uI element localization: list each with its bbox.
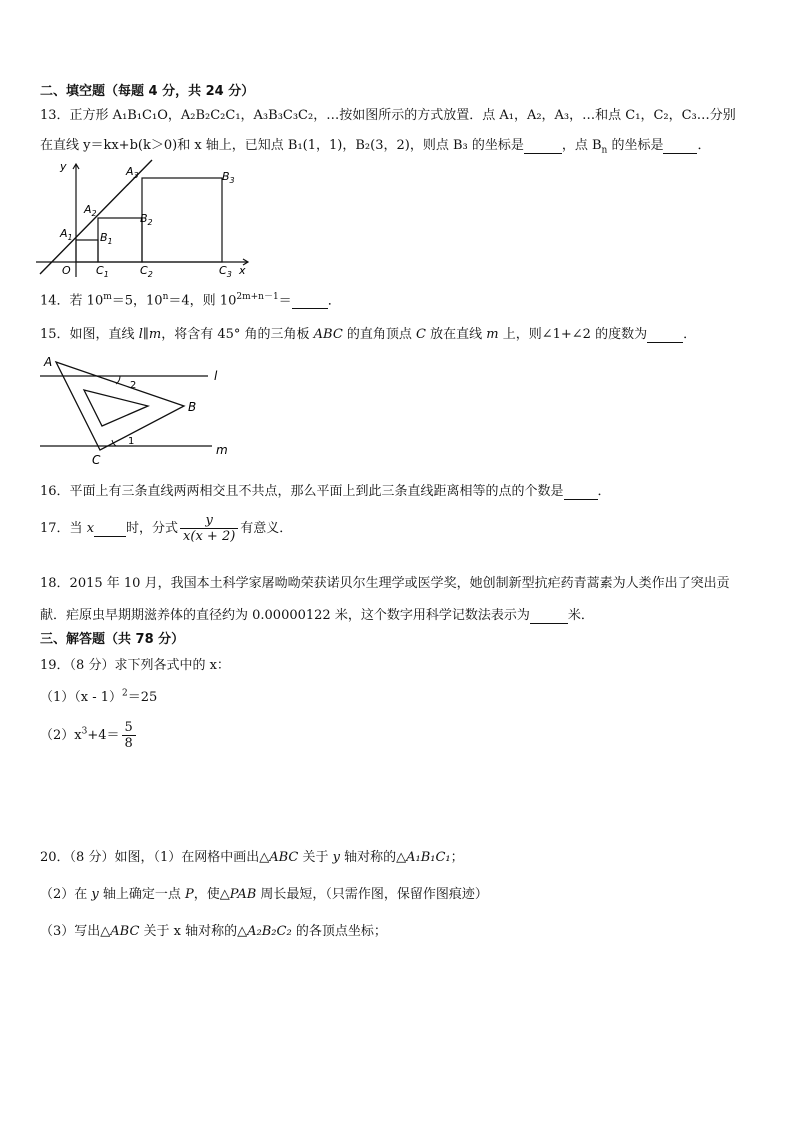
label-C2: $C_2$ <box>140 264 153 279</box>
q20-l1-text-a: 20．（8 分）如图，（1）在网格中画出△ <box>40 850 270 865</box>
q15-point-c: C <box>416 327 426 342</box>
q15-text-a: 15．如图，直线 <box>40 327 139 342</box>
q18-line-2 <box>40 604 594 624</box>
q18-answer-blank[interactable] <box>530 608 568 624</box>
q20-l3-text-d: 的各顶点坐标； <box>291 924 387 939</box>
q16-line <box>40 480 611 500</box>
q14-text-a: 14．若 10 <box>40 293 104 309</box>
q20-l1-text-b: 关于 <box>298 850 333 865</box>
q19-p2-text-b: +4＝ <box>87 728 120 743</box>
q20-l1-a1b1c1: A₁B₁C₁ <box>406 850 451 865</box>
q14-text-b: ＝5，10 <box>111 293 163 309</box>
q13-text-d: ． <box>697 138 711 153</box>
q14-line <box>40 289 341 309</box>
q20-l2-y: y <box>91 887 99 902</box>
q20-line-2 <box>40 883 488 902</box>
square-1 <box>76 240 98 262</box>
q19-p2-fraction <box>122 720 136 751</box>
q14-text-d: ＝ <box>278 293 292 309</box>
q13-answer-blank-2[interactable] <box>663 138 697 154</box>
q15-line-m: m <box>486 327 499 342</box>
q20-l2-p: P <box>185 887 194 902</box>
q17-text-b: 时，分式 <box>126 521 179 536</box>
label-x: x <box>239 264 246 277</box>
label-A2: $A_2$ <box>84 203 97 218</box>
square-3 <box>142 178 222 262</box>
q13-line-1: 13．正方形 A₁B₁C₁O，A₂B₂C₂C₁，A₃B₃C₃C₂，…按如图所示的方式放置．点 A₁，A₂，A₃，…和点 C₁，C₂，C₃…分别 <box>40 108 736 123</box>
label-C3: $C_3$ <box>219 264 232 279</box>
q15-triangle-abc: ABC <box>313 327 343 342</box>
triangle-inner <box>84 390 148 426</box>
q14-sup-m: m <box>103 292 112 302</box>
q17-fraction-denominator: x(x + 2) <box>183 529 236 544</box>
q14-text-c: ＝4，则 10 <box>168 293 237 309</box>
q19-p1-sup: 2 <box>122 688 128 699</box>
q19-p1-text-b: ＝25 <box>127 690 158 705</box>
section-2-title: 二、填空题（每题 4 分，共 24 分） <box>40 84 255 99</box>
label-O: O <box>62 264 71 277</box>
label-B3: $B_3$ <box>222 170 235 185</box>
q20-l2-pab: PAB <box>229 887 257 902</box>
q19-p2-sup: 3 <box>81 726 88 737</box>
q13-sub-n: n <box>601 145 608 156</box>
q14-sup-exp: 2m+n－1 <box>236 292 279 302</box>
q19-part-1 <box>40 686 157 705</box>
q20-l2-text-d: 周长最短，（只需作图，保留作图痕迹） <box>256 887 488 902</box>
q20-l3-a2b2c2: A₂B₂C₂ <box>247 924 292 939</box>
q16-answer-blank[interactable] <box>564 484 598 500</box>
q17-answer-blank[interactable] <box>94 521 126 537</box>
q15-lines-lm: l∥m <box>138 327 162 342</box>
q17-text-a: 17．当 <box>40 521 87 536</box>
q19-title: 19．（8 分）求下列各式中的 x： <box>40 658 230 673</box>
label-m: m <box>216 443 228 457</box>
q17-fraction <box>180 513 238 544</box>
q14-answer-blank[interactable] <box>292 293 328 309</box>
q19-p2-denominator: 8 <box>124 736 133 751</box>
q17-fraction-numerator: y <box>180 513 238 529</box>
section-3-title: 三、解答题（共 78 分） <box>40 632 185 647</box>
label-B1: $B_1$ <box>100 231 113 246</box>
q20-l1-y: y <box>332 850 340 865</box>
label-angle-1: 1 <box>128 436 135 447</box>
q19-part-2 <box>40 720 138 751</box>
label-A1: $A_1$ <box>60 227 73 242</box>
q20-l3-text-b: 关于 x 轴对称的△ <box>139 924 248 939</box>
label-C1: $C_1$ <box>96 264 109 279</box>
q17-text-c: 有意义． <box>240 521 293 536</box>
q20-l2-text-b: 轴上确定一点 <box>98 887 186 902</box>
q19-p1-text-a: （1）（x - 1） <box>40 690 123 705</box>
q20-l1-abc: ABC <box>269 850 299 865</box>
label-A: A <box>44 355 53 369</box>
q19-p2-numerator: 5 <box>122 720 136 736</box>
q15-text-g: 放在直线 <box>426 327 487 342</box>
q15-text-j: ． <box>683 327 697 342</box>
q20-line-1 <box>40 846 464 865</box>
q15-triangle-figure <box>36 350 236 468</box>
q13-squares-figure <box>36 156 256 280</box>
q20-l1-text-c: 轴对称的△ <box>339 850 407 865</box>
label-l: l <box>214 369 218 383</box>
q18-line-1: 18．2015 年 10 月，我国本土科学家屠呦呦荣获诺贝尔生理学或医学奖，她创制新型抗疟药青蒿素为人类作出了突出贡 <box>40 576 730 591</box>
label-y: y <box>60 160 67 173</box>
label-C: C <box>92 453 101 467</box>
q19-p2-text-a: （2）x <box>40 728 82 743</box>
q13-text-c: 的坐标是 <box>607 138 664 153</box>
q16-end: ． <box>597 484 611 499</box>
q20-l1-text-e: ； <box>450 850 464 865</box>
q18-text-a: 献．疟原虫早期期滋养体的直径约为 0.00000122 米，这个数字用科学记数法表示为 <box>40 608 530 623</box>
q20-l3-abc: ABC <box>110 924 140 939</box>
q15-text-c: ，将含有 45° 角的三角板 <box>161 327 314 342</box>
q13-text-a: 在直线 y＝kx+b(k＞0)和 x 轴上，已知点 B₁(1，1)，B₂(3，2)，则点 B₃ 的坐标是 <box>40 138 524 153</box>
q20-l2-text-a: （2）在 <box>40 887 92 902</box>
q17-line <box>40 513 292 544</box>
q17-var-x: x <box>86 521 95 536</box>
q20-line-3 <box>40 920 387 939</box>
q14-text-e: ． <box>327 293 341 309</box>
q15-line <box>40 323 696 343</box>
q20-l2-text-c: ，使△ <box>193 887 230 902</box>
label-B2: $B_2$ <box>140 212 153 227</box>
q20-l3-text-a: （3）写出△ <box>40 924 111 939</box>
q15-text-i: 上，则∠1+∠2 的度数为 <box>498 327 648 342</box>
label-angle-2: 2 <box>130 380 137 391</box>
label-B: B <box>188 400 197 414</box>
q13-line-2 <box>40 134 711 156</box>
triangle-outer <box>56 362 184 450</box>
q15-text-e: 的直角顶点 <box>342 327 417 342</box>
q18-text-b: 米． <box>567 608 594 623</box>
q15-answer-blank[interactable] <box>647 327 683 343</box>
q13-text-b: ，点 B <box>561 138 602 153</box>
label-A3: $A_3$ <box>126 165 139 180</box>
q14-sup-n: n <box>162 292 169 302</box>
q13-answer-blank-1[interactable] <box>524 138 562 154</box>
q16-text: 16．平面上有三条直线两两相交且不共点，那么平面上到此三条直线距离相等的点的个数是 <box>40 484 564 499</box>
